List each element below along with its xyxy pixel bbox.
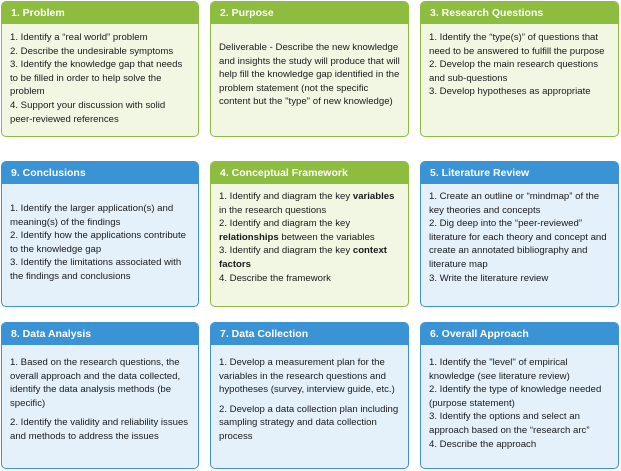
card-item: 2. Describe the undesirable symptoms [10, 45, 174, 57]
card-title: 3. Research Questions [421, 2, 618, 24]
card-title: 8. Data Analysis [2, 323, 198, 345]
card-item: 1. Develop a measurement plan for the variables in the research questions and hypotheses (survey, interview guide, etc.) [219, 357, 395, 396]
card-item: 2. Identify the type of knowledge needed (purpose statement) [429, 384, 602, 409]
card-purpose [210, 1, 409, 137]
item-text: between the variables [278, 231, 375, 243]
card-body [2, 184, 198, 284]
card-item: 4. Describe the approach [429, 438, 537, 450]
card-title: 9. Conclusions [2, 162, 198, 184]
card-item: 2. Identify the validity and reliability issues and methods to address the issues [10, 417, 189, 442]
card-item: 2. Identify how the applications contribute to the knowledge gap [10, 230, 186, 255]
card-overall-approach [420, 322, 619, 469]
card-body [421, 24, 618, 99]
card-title: 5. Literature Review [421, 162, 618, 184]
card-item: 4. Support your discussion with solid peer-reviewed references [10, 99, 166, 125]
item-text: 2. Identify and diagram the key [219, 218, 351, 230]
card-body [211, 184, 408, 285]
card-title: 2. Purpose [211, 2, 408, 24]
card-item: 3. Identify the options and select an approach based on the “research arc” [429, 411, 590, 436]
card-item: 3. Write the literature review [429, 272, 549, 284]
card-item: 1. Identify the larger application(s) and meaning(s) of the findings [10, 203, 174, 228]
card-item: 2. Develop a data collection plan including sampling strategy and data collection process [219, 403, 399, 442]
card-body [421, 345, 618, 451]
card-text: Deliverable - Describe the new knowledge and insights the study will produce that will help fill the knowledge gap identified in the problem statement (not the specific content but the "type" of new knowledge) [219, 42, 400, 108]
card-item: 3. Identify the limitations associated with the findings and conclusions [10, 257, 182, 282]
card-item [219, 190, 400, 217]
card-body [211, 345, 408, 444]
card-conceptual-framework [210, 161, 409, 307]
card-item [219, 217, 400, 244]
card-conclusions [1, 161, 199, 307]
item-keyword: relationships [219, 231, 279, 243]
card-item: 2. Dig deep into the “peer-reviewed” literature for each theory and concept and create an annotated bibliography and literature map [429, 218, 607, 270]
item-keyword: variables [352, 191, 395, 202]
item-keyword: context factors [219, 245, 387, 270]
card-item: 3. Develop hypotheses as appropriate [429, 86, 591, 98]
card-literature-review [420, 161, 619, 307]
card-data-analysis [1, 322, 199, 469]
card-title: 6. Overall Approach [421, 323, 618, 345]
card-body [211, 24, 408, 109]
card-item: 1. Identify the “type(s)” of questions that need to be answered to fulfill the purpose [429, 32, 605, 57]
card-item: 1. Create an outline or “mindmap” of the key theories and concepts [429, 191, 600, 216]
card-item: 1. Identify the "level" of empirical knowledge (see literature review) [429, 357, 570, 382]
card-data-collection [210, 322, 409, 469]
card-title: 1. Problem [2, 2, 198, 24]
card-research-questions [420, 1, 619, 137]
card-item: 1. Based on the research questions, the overall approach and the data collected, identify the data analysis methods (be specific) [10, 357, 181, 409]
item-text: in the research questions [219, 204, 327, 216]
card-problem [1, 1, 199, 137]
card-item: 4. Describe the framework [219, 272, 331, 284]
card-body [421, 184, 618, 285]
item-text: 3. Identify and diagram the key [219, 245, 353, 257]
card-item [219, 244, 400, 271]
card-item: 3. Identify the knowledge gap that needs to be filled in order to help solve the problem [10, 59, 183, 98]
card-body [2, 345, 198, 444]
item-text: 1. Identify and diagram the key [219, 191, 353, 202]
card-item: 1. Identify a “real world” problem [10, 32, 148, 43]
card-title: 4. Conceptual Framework [211, 162, 408, 184]
card-item: 2. Develop the main research questions and sub-questions [429, 59, 599, 84]
card-body [2, 24, 198, 126]
card-title: 7. Data Collection [211, 323, 408, 345]
